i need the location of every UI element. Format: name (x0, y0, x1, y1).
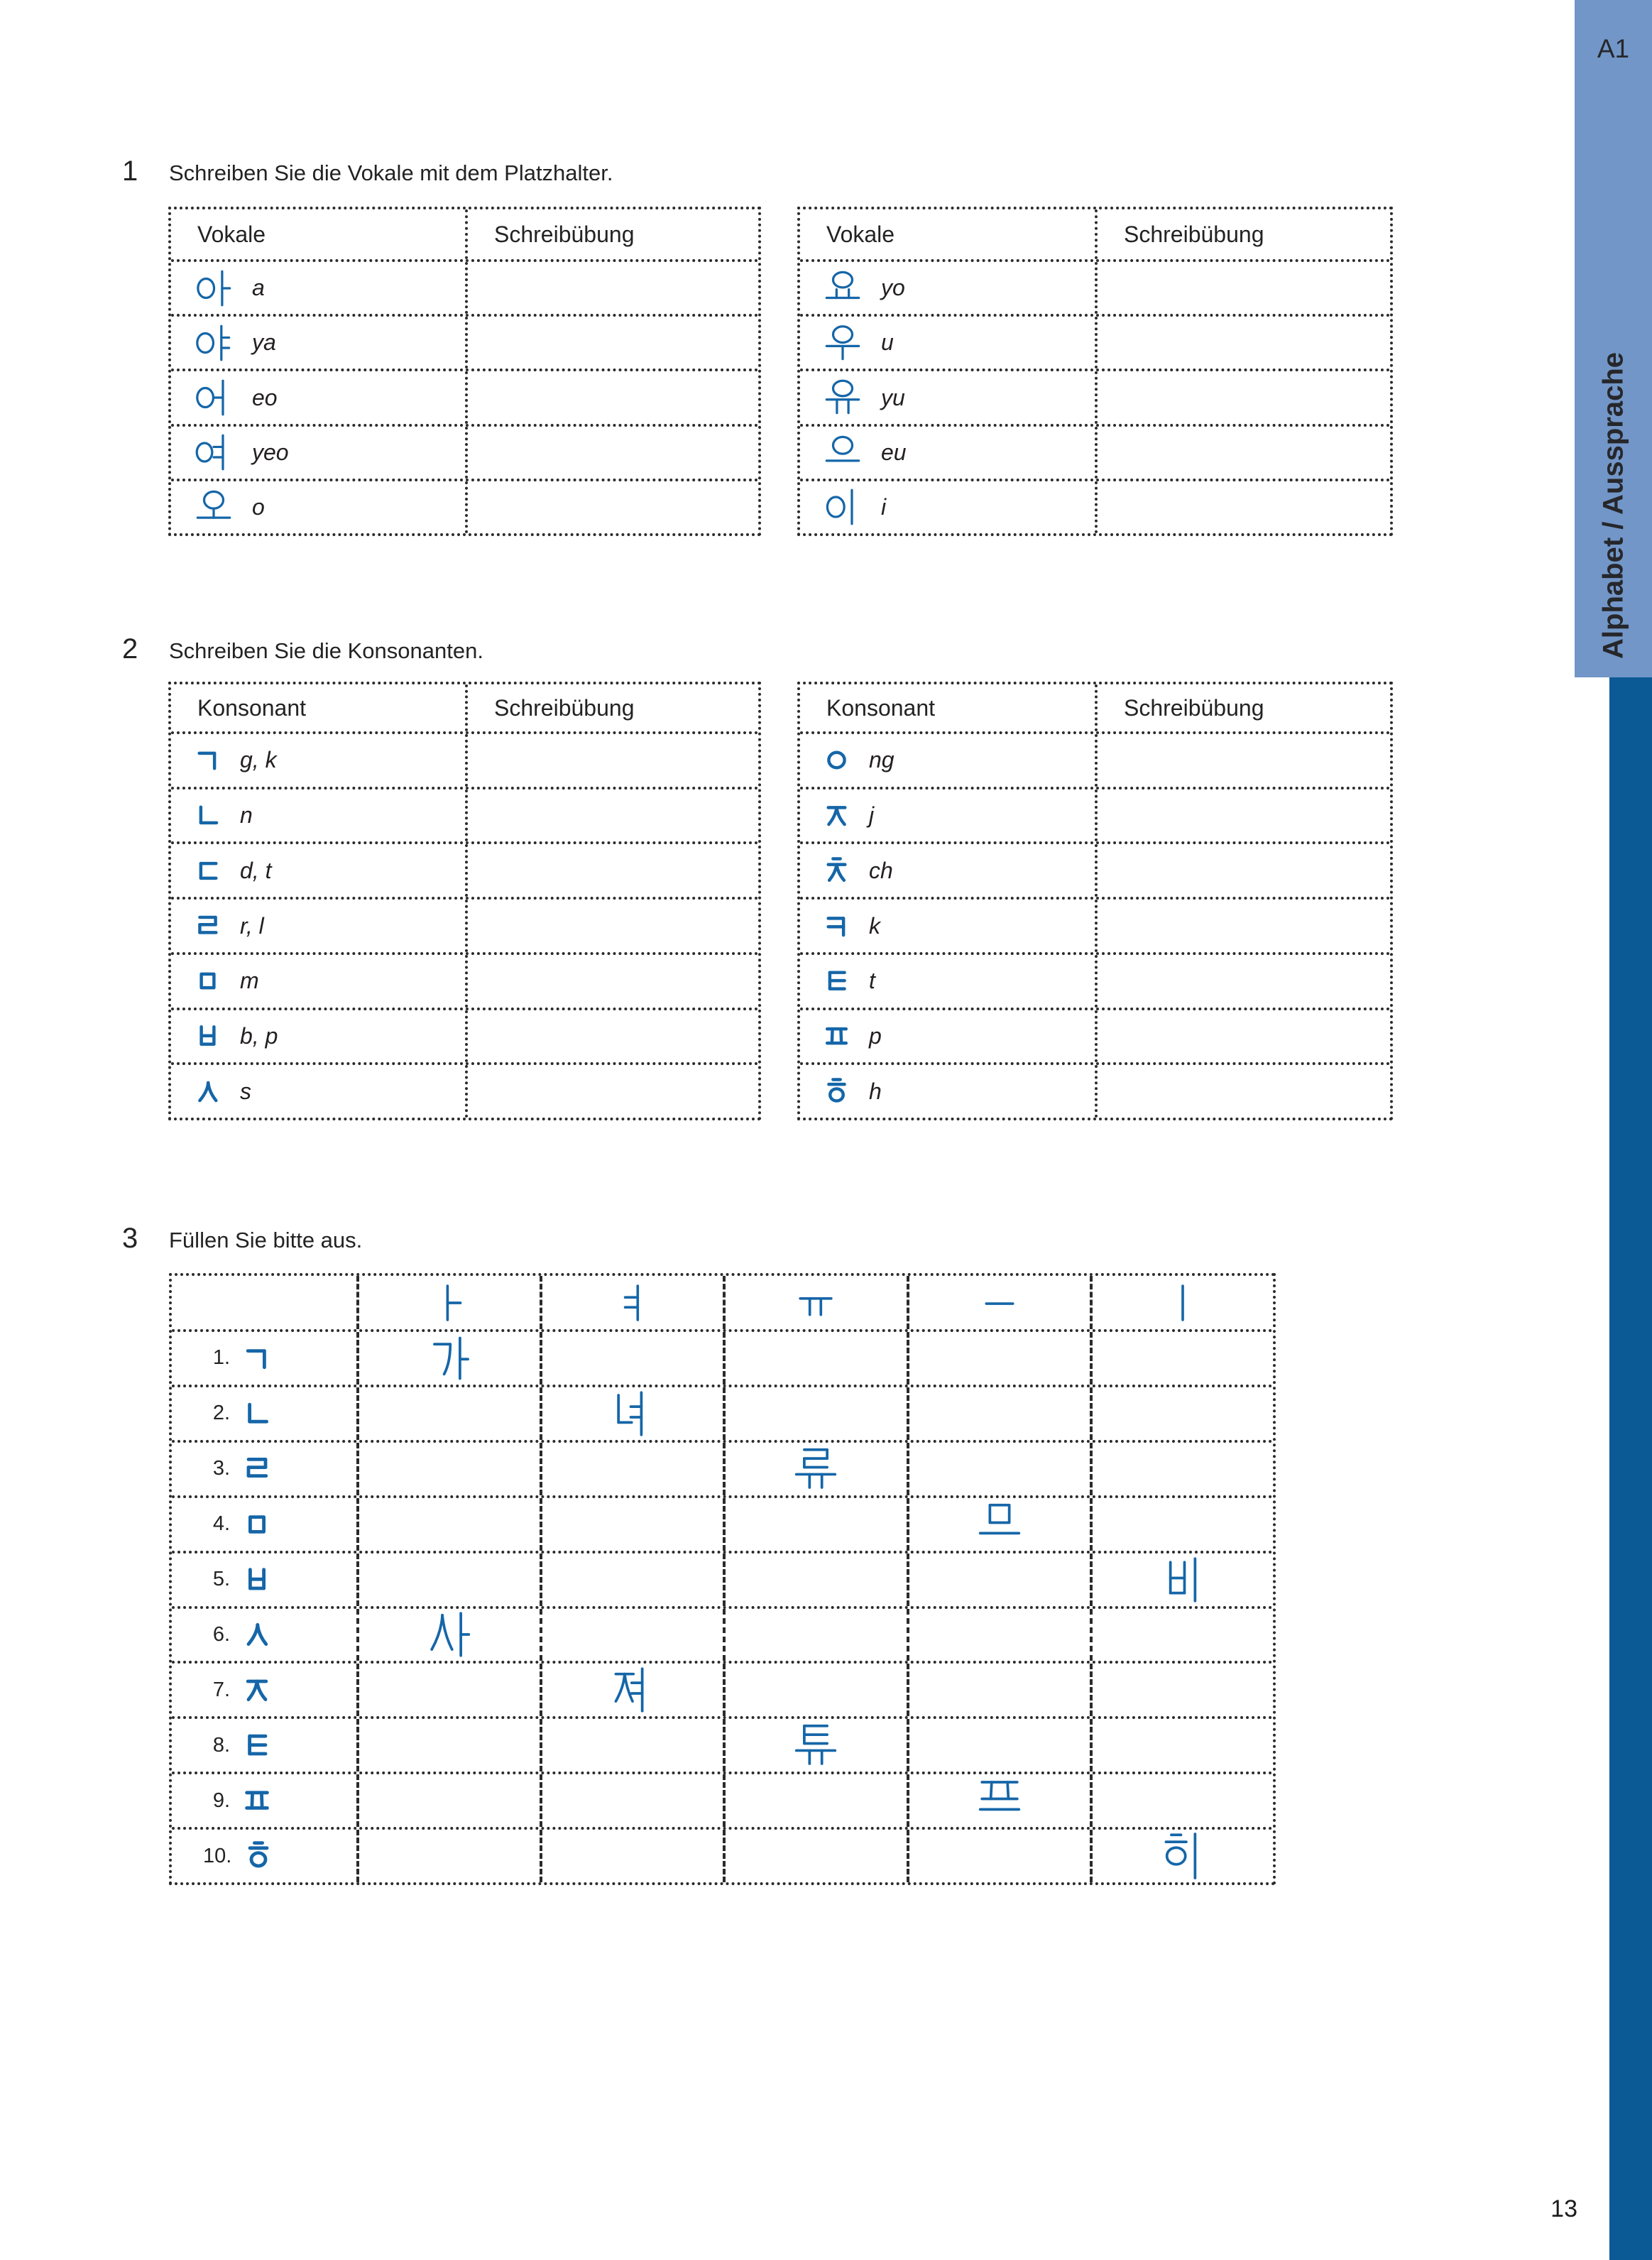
filled-syllable-cell (540, 1387, 723, 1440)
empty-practice-cell (907, 1387, 1090, 1440)
hangul-glyph (611, 1668, 655, 1712)
table-row (800, 900, 1390, 955)
filled-syllable-cell (1090, 1554, 1273, 1606)
empty-practice-cell (723, 1774, 906, 1827)
hangul-glyph (824, 913, 850, 939)
hangul-glyph (824, 269, 862, 307)
romanization-label: h (869, 1078, 882, 1104)
table-row (800, 790, 1390, 845)
empty-practice-cell (723, 1332, 906, 1385)
practice-cell (1098, 262, 1390, 314)
page-number: 13 (1550, 2195, 1577, 2222)
hangul-glyph (243, 1620, 271, 1649)
hangul-glyph (427, 1612, 471, 1656)
row-label-cell (172, 1498, 356, 1551)
hangul-glyph (824, 433, 862, 471)
row-label-cell (172, 1609, 356, 1661)
filled-syllable-cell (723, 1443, 906, 1495)
hangul-glyph (1161, 1834, 1205, 1878)
table-row (171, 1010, 758, 1066)
empty-practice-cell (907, 1554, 1090, 1606)
row-number-label: 3. (212, 1457, 230, 1480)
romanization-label: m (240, 968, 259, 994)
hangul-glyph (195, 488, 233, 526)
table-row (800, 1010, 1390, 1066)
column-header-label: Schreibübung (1124, 694, 1264, 721)
char-cell (171, 1065, 468, 1118)
char-cell (800, 1065, 1098, 1118)
empty-practice-cell (1090, 1387, 1273, 1440)
romanization-label: eu (881, 439, 907, 465)
practice-cell (1098, 371, 1390, 423)
hangul-glyph (195, 1023, 221, 1049)
char-cell (171, 734, 468, 787)
char-cell (800, 317, 1098, 369)
hangul-glyph (243, 1344, 271, 1372)
hangul-glyph (824, 858, 850, 884)
romanization-label: d, t (240, 857, 272, 883)
chapter-sidebar-label: Alphabet / Aussprache (1597, 352, 1629, 659)
char-cell (171, 844, 468, 897)
table-row (171, 734, 758, 790)
vowel-table-left (168, 207, 761, 536)
hangul-glyph (195, 378, 233, 417)
empty-practice-cell (907, 1443, 1090, 1495)
empty-practice-cell (1090, 1664, 1273, 1716)
level-badge: A1 (1597, 34, 1630, 63)
hangul-glyph (243, 1510, 271, 1539)
hangul-glyph (243, 1676, 271, 1704)
practice-cell (1098, 790, 1390, 842)
practice-cell (1098, 427, 1390, 479)
char-cell (800, 481, 1098, 533)
char-cell (171, 481, 468, 533)
practice-column-header (1098, 684, 1390, 731)
filled-syllable-cell (356, 1332, 540, 1385)
vowel-header-cell (1090, 1276, 1273, 1329)
empty-practice-cell (907, 1332, 1090, 1385)
exercise2-number: 2 (122, 633, 138, 665)
vowel-header-cell (907, 1276, 1090, 1329)
empty-practice-cell (356, 1830, 540, 1882)
table-row (171, 262, 758, 317)
romanization-label: k (869, 912, 880, 939)
romanization-label: yeo (252, 439, 289, 465)
exercise2-heading (122, 633, 483, 667)
grid-row (172, 1664, 1273, 1719)
hangul-glyph (978, 1502, 1022, 1546)
hangul-glyph (794, 1723, 838, 1767)
hangul-glyph (797, 1284, 834, 1321)
empty-practice-cell (356, 1774, 540, 1827)
romanization-label: b, p (240, 1022, 278, 1049)
hangul-glyph (243, 1399, 271, 1428)
row-label-cell (172, 1387, 356, 1440)
vowel-header-cell (540, 1276, 723, 1329)
column-header-label: Vokale (197, 221, 266, 247)
row-label-cell (172, 1664, 356, 1716)
exercise1-title: Schreiben Sie die Vokale mit dem Platzhalter. (169, 160, 613, 185)
empty-practice-cell (1090, 1498, 1273, 1551)
practice-cell (468, 481, 758, 533)
empty-practice-cell (907, 1664, 1090, 1716)
hangul-glyph (195, 747, 221, 773)
syllable-fill-grid (169, 1273, 1276, 1885)
table-row (171, 900, 758, 955)
hangul-glyph (824, 1079, 850, 1105)
practice-column-header (468, 209, 758, 259)
practice-cell (468, 900, 758, 952)
empty-practice-cell (1090, 1332, 1273, 1385)
hangul-glyph (794, 1447, 838, 1491)
table-row (171, 371, 758, 426)
practice-cell (1098, 734, 1390, 787)
table-row (171, 317, 758, 371)
row-number-label: 8. (212, 1733, 230, 1757)
column-header-label: Konsonant (197, 694, 307, 721)
char-column-header (800, 684, 1098, 731)
grid-row (172, 1609, 1273, 1664)
hangul-glyph (824, 747, 850, 773)
hangul-glyph (195, 802, 221, 829)
table-row (171, 427, 758, 481)
hangul-glyph (427, 1336, 471, 1380)
filled-syllable-cell (356, 1609, 540, 1661)
char-cell (800, 371, 1098, 423)
char-cell (800, 734, 1098, 787)
char-cell (800, 790, 1098, 842)
row-label-cell (172, 1554, 356, 1606)
char-cell (171, 955, 468, 1008)
romanization-label: p (869, 1022, 882, 1049)
sidebar-color-bar (1609, 677, 1652, 2260)
table-row (800, 955, 1390, 1010)
table-row (800, 371, 1390, 426)
table-row (800, 844, 1390, 900)
char-column-header (171, 209, 468, 259)
hangul-glyph (243, 1455, 271, 1483)
practice-cell (468, 317, 758, 369)
empty-practice-cell (356, 1719, 540, 1772)
hangul-glyph (611, 1392, 655, 1436)
char-cell (171, 427, 468, 479)
vowel-header-cell (723, 1276, 906, 1329)
romanization-label: o (252, 493, 265, 520)
empty-practice-cell (540, 1332, 723, 1385)
row-label-cell (172, 1332, 356, 1385)
row-label-cell (172, 1830, 356, 1882)
practice-cell (468, 734, 758, 787)
hangul-glyph (1161, 1558, 1205, 1602)
practice-cell (468, 844, 758, 897)
empty-practice-cell (1090, 1609, 1273, 1661)
table-header-row (171, 684, 758, 734)
hangul-glyph (824, 378, 862, 417)
practice-cell (468, 427, 758, 479)
empty-practice-cell (540, 1554, 723, 1606)
exercise3-number: 3 (122, 1223, 138, 1254)
grid-row (172, 1498, 1273, 1554)
romanization-label: t (869, 968, 875, 994)
hangul-glyph (824, 488, 862, 526)
char-cell (171, 790, 468, 842)
romanization-label: yu (881, 384, 905, 410)
table-row (171, 844, 758, 900)
empty-practice-cell (540, 1443, 723, 1495)
char-cell (800, 262, 1098, 314)
column-header-label: Schreibübung (494, 221, 635, 247)
char-cell (171, 262, 468, 314)
hangul-glyph (1164, 1284, 1201, 1321)
char-cell (171, 900, 468, 952)
practice-cell (468, 790, 758, 842)
romanization-label: ng (869, 747, 895, 773)
practice-cell (1098, 1010, 1390, 1063)
practice-column-header (1098, 209, 1390, 259)
romanization-label: yo (881, 275, 905, 301)
empty-practice-cell (356, 1443, 540, 1495)
practice-cell (1098, 900, 1390, 952)
table-row (171, 481, 758, 533)
table-row (171, 790, 758, 845)
empty-practice-cell (540, 1609, 723, 1661)
hangul-glyph (431, 1284, 468, 1321)
empty-practice-cell (723, 1498, 906, 1551)
empty-practice-cell (907, 1719, 1090, 1772)
hangul-glyph (981, 1284, 1018, 1321)
empty-practice-cell (723, 1554, 906, 1606)
empty-practice-cell (540, 1774, 723, 1827)
hangul-glyph (195, 324, 233, 362)
grid-row (172, 1387, 1273, 1443)
char-cell (800, 844, 1098, 897)
row-number-label: 2. (212, 1402, 230, 1425)
romanization-label: j (869, 802, 875, 829)
grid-header-row (172, 1276, 1273, 1332)
char-column-header (171, 684, 468, 731)
table-header-row (171, 209, 758, 262)
table-row (171, 1065, 758, 1118)
romanization-label: r, l (240, 912, 264, 939)
empty-practice-cell (356, 1554, 540, 1606)
table-row (800, 262, 1390, 317)
practice-cell (1098, 844, 1390, 897)
grid-row (172, 1554, 1273, 1609)
hangul-glyph (243, 1731, 271, 1759)
practice-cell (1098, 1065, 1390, 1118)
filled-syllable-cell (540, 1664, 723, 1716)
romanization-label: a (252, 275, 265, 301)
vowel-table-right (797, 207, 1393, 536)
romanization-label: ch (869, 857, 893, 883)
hangul-glyph (824, 324, 862, 362)
row-label-cell (172, 1774, 356, 1827)
char-cell (800, 427, 1098, 479)
romanization-label: eo (252, 384, 278, 410)
consonant-table-left (168, 682, 761, 1120)
row-number-label: 7. (212, 1678, 230, 1701)
hangul-glyph (195, 269, 233, 307)
column-header-label: Vokale (826, 221, 895, 247)
column-header-label: Schreibübung (494, 694, 635, 721)
exercise1-number: 1 (122, 155, 138, 187)
char-cell (800, 900, 1098, 952)
practice-cell (468, 1065, 758, 1118)
table-header-row (800, 209, 1390, 262)
romanization-label: g, k (240, 747, 277, 773)
hangul-glyph (195, 858, 221, 884)
row-number-label: 6. (212, 1622, 230, 1646)
exercise3-title: Füllen Sie bitte aus. (169, 1228, 363, 1252)
exercise3-heading (122, 1223, 362, 1256)
grid-corner-cell (172, 1276, 356, 1329)
row-label-cell (172, 1443, 356, 1495)
empty-practice-cell (540, 1830, 723, 1882)
hangul-glyph (614, 1284, 651, 1321)
hangul-glyph (824, 802, 850, 829)
table-row (800, 481, 1390, 533)
grid-row (172, 1443, 1273, 1498)
empty-practice-cell (723, 1387, 906, 1440)
table-row (800, 1065, 1390, 1118)
row-label-cell (172, 1719, 356, 1772)
table-row (800, 317, 1390, 371)
filled-syllable-cell (907, 1498, 1090, 1551)
hangul-glyph (195, 913, 221, 939)
empty-practice-cell (1090, 1774, 1273, 1827)
char-cell (800, 1010, 1098, 1063)
empty-practice-cell (723, 1830, 906, 1882)
column-header-label: Konsonant (826, 694, 936, 721)
hangul-glyph (824, 1023, 850, 1049)
empty-practice-cell (723, 1664, 906, 1716)
empty-practice-cell (1090, 1719, 1273, 1772)
row-number-label: 1. (212, 1346, 230, 1370)
consonant-table-right (797, 682, 1393, 1120)
empty-practice-cell (356, 1387, 540, 1440)
grid-row (172, 1830, 1273, 1882)
vowel-header-cell (356, 1276, 540, 1329)
romanization-label: i (881, 493, 887, 520)
table-row (800, 427, 1390, 481)
exercise2-title: Schreiben Sie die Konsonanten. (169, 638, 483, 663)
hangul-glyph (978, 1779, 1022, 1823)
char-column-header (800, 209, 1098, 259)
filled-syllable-cell (907, 1774, 1090, 1827)
row-number-label: 5. (212, 1568, 230, 1591)
hangul-glyph (243, 1566, 271, 1594)
romanization-label: s (240, 1078, 251, 1104)
filled-syllable-cell (1090, 1830, 1273, 1882)
row-number-label: 9. (212, 1789, 230, 1812)
hangul-glyph (244, 1842, 273, 1870)
practice-cell (1098, 955, 1390, 1008)
table-row (171, 955, 758, 1010)
empty-practice-cell (540, 1498, 723, 1551)
hangul-glyph (195, 968, 221, 994)
practice-cell (468, 1010, 758, 1063)
char-cell (800, 955, 1098, 1008)
char-cell (171, 371, 468, 423)
hangul-glyph (195, 433, 233, 471)
practice-column-header (468, 684, 758, 731)
char-cell (171, 1010, 468, 1063)
empty-practice-cell (907, 1609, 1090, 1661)
practice-cell (468, 262, 758, 314)
romanization-label: ya (252, 329, 276, 356)
romanization-label: n (240, 802, 253, 829)
grid-row (172, 1719, 1273, 1774)
char-cell (171, 317, 468, 369)
practice-cell (1098, 481, 1390, 533)
empty-practice-cell (1090, 1443, 1273, 1495)
empty-practice-cell (540, 1719, 723, 1772)
level-tab (1575, 0, 1652, 677)
row-number-label: 10. (203, 1844, 232, 1867)
hangul-glyph (824, 968, 850, 994)
grid-row (172, 1332, 1273, 1387)
practice-cell (1098, 317, 1390, 369)
grid-row (172, 1774, 1273, 1830)
empty-practice-cell (907, 1830, 1090, 1882)
hangul-glyph (243, 1786, 271, 1815)
practice-cell (468, 371, 758, 423)
table-header-row (800, 684, 1390, 734)
hangul-glyph (195, 1079, 221, 1105)
table-row (800, 734, 1390, 790)
filled-syllable-cell (723, 1719, 906, 1772)
empty-practice-cell (723, 1609, 906, 1661)
empty-practice-cell (356, 1664, 540, 1716)
row-number-label: 4. (212, 1512, 230, 1536)
romanization-label: u (881, 329, 894, 356)
exercise1-heading (122, 155, 613, 189)
practice-cell (468, 955, 758, 1008)
empty-practice-cell (356, 1498, 540, 1551)
column-header-label: Schreibübung (1124, 221, 1264, 247)
